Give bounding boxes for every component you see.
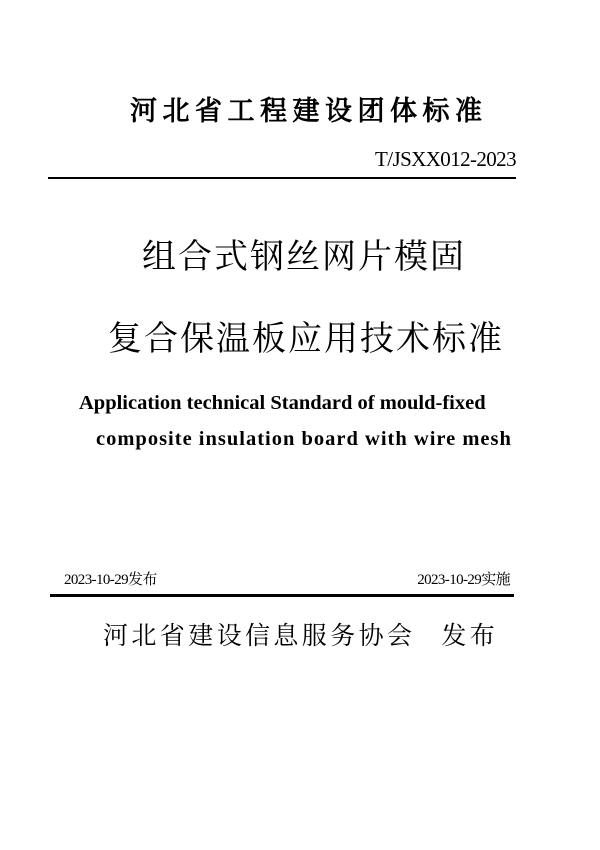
top-divider (48, 177, 516, 179)
standard-code: T/JSXX012-2023 (375, 147, 516, 171)
publisher-line (103, 619, 498, 653)
title-cn-line1: 组合式钢丝网片模固 (142, 237, 466, 277)
publisher-action: 发布 (441, 621, 499, 650)
title-en-line1: Application technical Standard of mould-fixed (79, 392, 486, 414)
effective-date: 2023-10-29实施 (417, 572, 510, 588)
title-en-line2: composite insulation board with wire mesh (96, 428, 512, 450)
issue-date: 2023-10-29发布 (64, 572, 157, 588)
publisher-name: 河北省建设信息服务协会 (103, 621, 416, 650)
bottom-divider (50, 594, 514, 597)
title-cn-line2: 复合保温板应用技术标准 (108, 319, 504, 359)
organization-header: 河北省工程建设团体标准 (130, 96, 488, 127)
